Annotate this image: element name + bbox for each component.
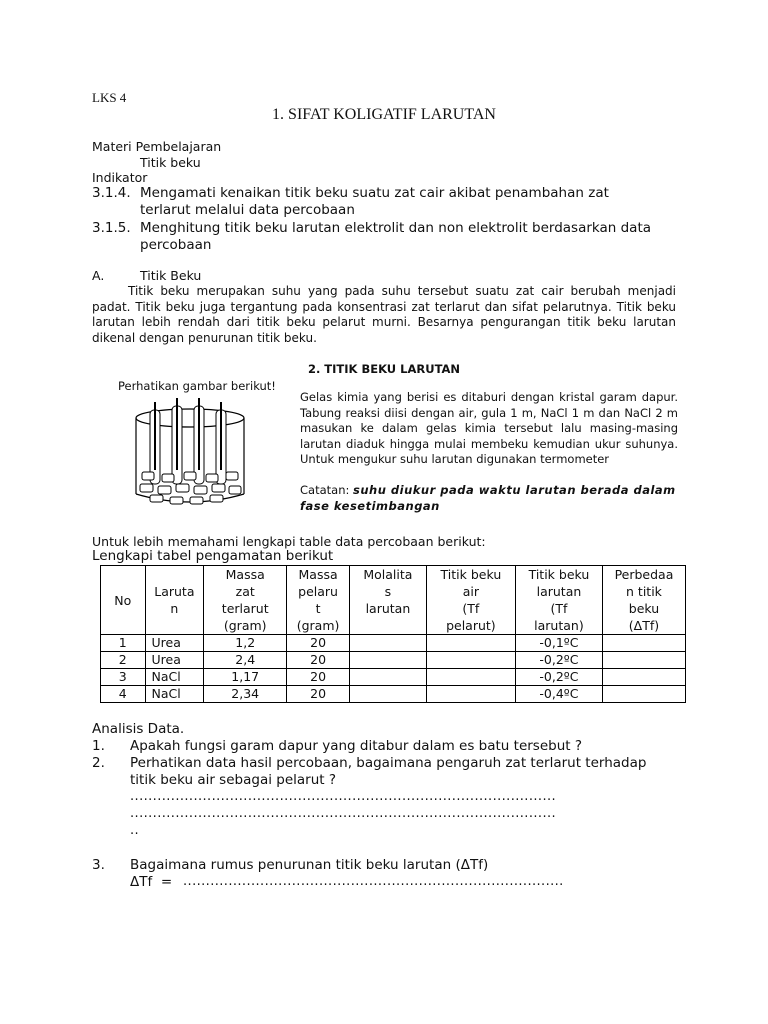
question-3-number: 3.	[92, 857, 105, 873]
cell-molalitas[interactable]	[349, 635, 426, 652]
note-text: suhu diukur pada waktu larutan berada dalam fase kesetimbangan	[300, 483, 676, 513]
header-perbedaan: Perbedaa n titik beku (ΔTf)	[602, 566, 685, 635]
table-row	[101, 652, 686, 669]
section-a-label: A.	[92, 268, 105, 283]
table-caption: Lengkapi tabel pengamatan berikut	[92, 548, 334, 564]
indicator-text-line1: Mengamati kenaikan titik beku suatu zat cair akibat penambahan zat	[140, 185, 609, 201]
indicator-text-line2: terlarut melalui data percobaan	[140, 202, 355, 218]
question-1-text: Apakah fungsi garam dapur yang ditabur dalam es batu tersebut ?	[130, 738, 583, 754]
cell-massa-zat: 1,17	[204, 669, 287, 686]
cell-titik-beku-larutan: -0,4ºC	[515, 686, 602, 703]
header-titik-beku-air: Titik beku air (Tf pelarut)	[426, 566, 515, 635]
table-row	[101, 635, 686, 652]
page-title: 1. SIFAT KOLIGATIF LARUTAN	[272, 106, 496, 123]
cell-massa-zat: 1,2	[204, 635, 287, 652]
indicator-number: 3.1.4.	[92, 185, 131, 201]
cell-titik-beku-larutan: -0,2ºC	[515, 669, 602, 686]
cell-larutan: Urea	[145, 652, 204, 669]
cell-no: 3	[101, 669, 146, 686]
section-2-title: 2. TITIK BEKU LARUTAN	[307, 362, 461, 376]
cell-titik-beku-air[interactable]	[426, 686, 515, 703]
cell-no: 4	[101, 686, 146, 703]
indicator-text-line1: Menghitung titik beku larutan elektrolit dan non elektrolit berdasarkan data	[140, 220, 652, 236]
header-massa-pelarut: Massa pelaru t (gram)	[287, 566, 350, 635]
cell-no: 2	[101, 652, 146, 669]
header-larutan: Laruta n	[145, 566, 204, 635]
cell-perbedaan[interactable]	[602, 686, 685, 703]
indikator-label: Indikator	[92, 170, 148, 185]
question-3-formula: ΔTf =	[130, 874, 173, 890]
indicator-item	[92, 220, 682, 254]
materi-value: Titik beku	[140, 155, 201, 170]
question-2-text-line2: titik beku air sebagai pelarut ?	[130, 772, 337, 788]
cell-titik-beku-larutan: -0,2ºC	[515, 652, 602, 669]
cell-perbedaan[interactable]	[602, 652, 685, 669]
note-label: Catatan:	[300, 483, 350, 497]
header-molalitas: Molalita s larutan	[349, 566, 426, 635]
cell-molalitas[interactable]	[349, 686, 426, 703]
section-a-paragraph: Titik beku merupakan suhu yang pada suhu tersebut suatu zat cair berubah menjadi padat. Titik beku juga tergantung pada konsentrasi zat terlarut dan sifat pelarutnya. Titik beku larutan lebih rendah dari titik beku pelarut murni. Besarnya pengurangan titik beku larutan dikenal dengan penurunan titik beku.	[92, 284, 676, 346]
table-header-row	[101, 566, 686, 635]
cell-massa-zat: 2,34	[204, 686, 287, 703]
cell-massa-pelarut: 20	[287, 652, 350, 669]
worksheet-code: LKS 4	[92, 90, 127, 105]
observation-table	[100, 565, 686, 703]
figure-caption: Perhatikan gambar berikut!	[118, 379, 276, 393]
beaker-illustration	[128, 398, 254, 510]
answer-line-2a[interactable]: ..............................................................................................	[130, 789, 557, 804]
cell-massa-pelarut: 20	[287, 686, 350, 703]
question-2-number: 2.	[92, 755, 105, 771]
answer-line-2b[interactable]: ..............................................................................................	[130, 806, 557, 821]
cell-titik-beku-air[interactable]	[426, 669, 515, 686]
question-2-text-line1: Perhatikan data hasil percobaan, bagaimana pengaruh zat terlarut terhadap	[130, 755, 647, 771]
cell-larutan: Urea	[145, 635, 204, 652]
header-massa-zat: Massa zat terlarut (gram)	[204, 566, 287, 635]
question-1-number: 1.	[92, 738, 105, 754]
table-row	[101, 669, 686, 686]
answer-line-3[interactable]: ....................................................................................	[183, 874, 564, 889]
indicator-text-line2: percobaan	[140, 237, 212, 253]
cell-titik-beku-larutan: -0,1ºC	[515, 635, 602, 652]
table-intro: Untuk lebih memahami lengkapi table data percobaan berikut:	[92, 534, 486, 549]
cell-molalitas[interactable]	[349, 652, 426, 669]
experiment-note	[300, 483, 678, 514]
section-a-title: Titik Beku	[140, 268, 202, 283]
indicator-number: 3.1.5.	[92, 220, 131, 236]
materi-label: Materi Pembelajaran	[92, 139, 222, 154]
cell-perbedaan[interactable]	[602, 635, 685, 652]
cell-perbedaan[interactable]	[602, 669, 685, 686]
indicator-item	[92, 185, 682, 219]
cell-massa-pelarut: 20	[287, 635, 350, 652]
header-titik-beku-larutan: Titik beku larutan (Tf larutan)	[515, 566, 602, 635]
table-row	[101, 686, 686, 703]
cell-massa-pelarut: 20	[287, 669, 350, 686]
cell-massa-zat: 2,4	[204, 652, 287, 669]
question-3-text: Bagaimana rumus penurunan titik beku larutan (ΔTf)	[130, 857, 489, 873]
experiment-description: Gelas kimia yang berisi es ditaburi dengan kristal garam dapur. Tabung reaksi diisi dengan air, gula 1 m, NaCl 1 m dan NaCl 2 m masukan ke dalam gelas kimia tersebut lalu masing-masing larutan diaduk hingga mulai membeku kemudian ukur suhunya. Untuk mengukur suhu larutan digunakan termometer	[300, 390, 678, 467]
answer-line-2c[interactable]: ..	[130, 823, 140, 838]
analysis-title: Analisis Data.	[92, 721, 185, 737]
cell-larutan: NaCl	[145, 669, 204, 686]
cell-larutan: NaCl	[145, 686, 204, 703]
cell-no: 1	[101, 635, 146, 652]
cell-titik-beku-air[interactable]	[426, 635, 515, 652]
cell-titik-beku-air[interactable]	[426, 652, 515, 669]
header-no: No	[101, 566, 146, 635]
cell-molalitas[interactable]	[349, 669, 426, 686]
